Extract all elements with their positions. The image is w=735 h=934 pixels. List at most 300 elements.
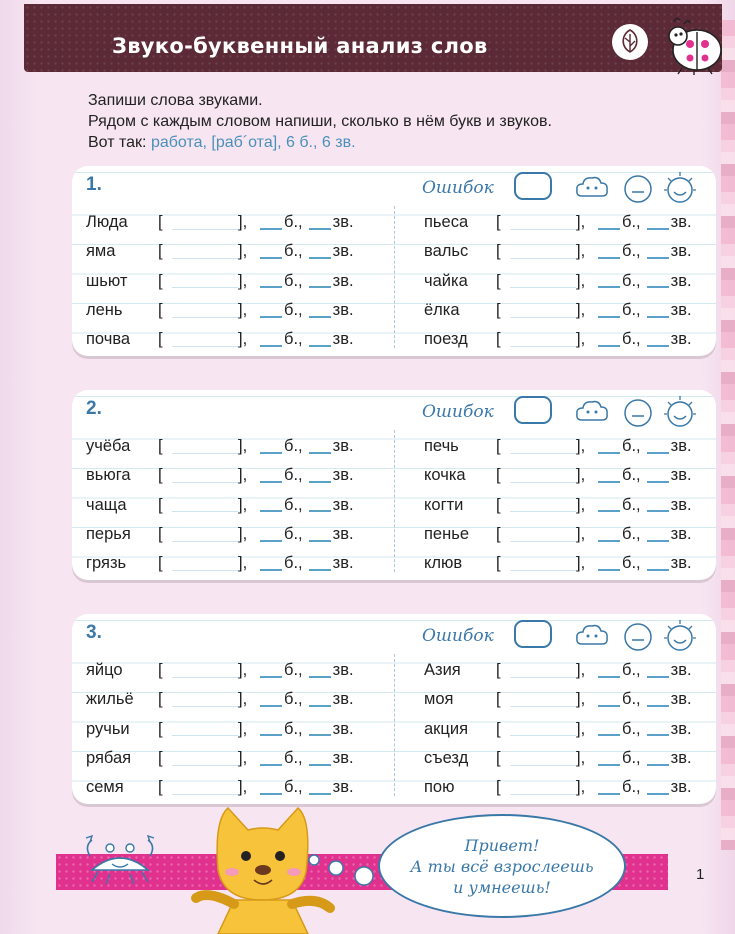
bracket-open: [ [496,778,501,797]
errors-label: Ошибок [422,626,494,646]
word: Азия [424,661,461,680]
transcription-field[interactable] [510,245,576,259]
bracket-close: ], [238,437,248,456]
letters-unit: б., [284,437,303,456]
letters-unit: б., [622,301,641,320]
bracket-open: [ [496,213,501,232]
letters-count-field[interactable] [260,664,282,678]
bracket-close: ], [576,495,586,514]
word-row [424,491,724,520]
bracket-close: ], [238,466,248,485]
word: почва [86,330,131,349]
word-row [424,267,724,296]
bracket-close: ], [576,242,586,261]
word: поезд [424,330,468,349]
word-column-right [424,656,724,802]
letters-count-field[interactable] [598,333,620,347]
word: Люда [86,213,128,232]
letters-unit: б., [284,749,303,768]
letters-count-field[interactable] [260,722,282,736]
letters-unit: б., [284,690,303,709]
sounds-count-field[interactable] [309,245,331,259]
word-row [86,325,386,354]
bracket-close: ], [576,301,586,320]
sounds-count-field[interactable] [309,557,331,571]
sounds-unit: зв. [670,525,692,544]
sounds-count-field[interactable] [647,528,669,542]
transcription-field[interactable] [172,781,238,795]
sounds-count-field[interactable] [309,304,331,318]
letters-count-field[interactable] [260,274,282,288]
transcription-field[interactable] [510,664,576,678]
word-row [86,549,386,578]
bracket-close: ], [238,690,248,709]
sounds-count-field[interactable] [647,781,669,795]
instruction-line-1: Запиши слова звуками. [88,92,263,109]
bracket-open: [ [158,661,163,680]
exercise-panel [72,390,716,580]
word: клюв [424,554,463,573]
sounds-unit: зв. [670,330,692,349]
transcription-field[interactable] [510,469,576,483]
bracket-close: ], [238,778,248,797]
transcription-field[interactable] [510,274,576,288]
sounds-count-field[interactable] [647,469,669,483]
sounds-count-field[interactable] [309,440,331,454]
word: семя [86,778,124,797]
transcription-field[interactable] [172,664,238,678]
letters-unit: б., [284,778,303,797]
errors-count-box[interactable] [514,396,552,424]
bubble-line-2: А ты всё взрослеешь [410,856,594,876]
word: лень [86,301,123,320]
ladybug-icon [664,14,726,76]
sounds-count-field[interactable] [309,498,331,512]
word-row [424,296,724,325]
letters-unit: б., [284,661,303,680]
column-divider [394,654,395,796]
bracket-close: ], [576,466,586,485]
cloud-mood-icon[interactable] [572,616,612,656]
sounds-count-field[interactable] [647,440,669,454]
bracket-open: [ [496,437,501,456]
neutral-face-icon[interactable] [618,392,658,432]
bracket-open: [ [496,661,501,680]
word: жильё [86,690,134,709]
letters-unit: б., [284,330,303,349]
sounds-unit: зв. [332,749,354,768]
word-row [424,461,724,490]
letters-count-field[interactable] [260,304,282,318]
sounds-count-field[interactable] [647,304,669,318]
letters-count-field[interactable] [598,440,620,454]
sounds-unit: зв. [332,271,354,290]
letters-count-field[interactable] [260,752,282,766]
transcription-field[interactable] [172,333,238,347]
sounds-count-field[interactable] [309,781,331,795]
letters-count-field[interactable] [260,528,282,542]
sounds-unit: зв. [332,690,354,709]
letters-count-field[interactable] [260,469,282,483]
transcription-field[interactable] [510,528,576,542]
sounds-unit: зв. [670,554,692,573]
cloud-mood-icon[interactable] [572,168,612,208]
bracket-close: ], [238,242,248,261]
cloud-mood-icon[interactable] [572,392,612,432]
sounds-count-field[interactable] [309,469,331,483]
errors-count-box[interactable] [514,620,552,648]
letters-unit: б., [622,719,641,738]
sounds-unit: зв. [332,301,354,320]
sounds-count-field[interactable] [647,274,669,288]
bracket-open: [ [496,301,501,320]
word-row [424,685,724,714]
word-row [424,744,724,773]
word: чайка [424,271,468,290]
transcription-field[interactable] [172,440,238,454]
letters-unit: б., [284,525,303,544]
errors-count-box[interactable] [514,172,552,200]
word: учёба [86,437,131,456]
sounds-unit: зв. [670,495,692,514]
letters-unit: б., [622,466,641,485]
transcription-field[interactable] [172,304,238,318]
transcription-field[interactable] [172,498,238,512]
letters-unit: б., [622,213,641,232]
transcription-field[interactable] [172,752,238,766]
word: пьеса [424,213,469,232]
sounds-count-field[interactable] [647,664,669,678]
word: когти [424,495,464,514]
bracket-open: [ [158,330,163,349]
word: съезд [424,749,469,768]
transcription-field[interactable] [172,216,238,230]
transcription-field[interactable] [510,722,576,736]
bracket-close: ], [576,525,586,544]
transcription-field[interactable] [510,440,576,454]
word: акция [424,719,468,738]
word: рябая [86,749,132,768]
bracket-open: [ [158,690,163,709]
letters-unit: б., [622,437,641,456]
sounds-unit: зв. [332,242,354,261]
sun-face-icon[interactable] [660,168,700,208]
letters-unit: б., [284,495,303,514]
sounds-unit: зв. [670,661,692,680]
bracket-open: [ [158,466,163,485]
word-row [86,520,386,549]
transcription-field[interactable] [510,781,576,795]
word: ручьи [86,719,130,738]
letters-count-field[interactable] [598,216,620,230]
instructions [88,90,552,153]
bracket-close: ], [576,213,586,232]
bracket-open: [ [496,749,501,768]
word-row [424,773,724,802]
word: печь [424,437,459,456]
letters-unit: б., [284,271,303,290]
sounds-unit: зв. [670,213,692,232]
transcription-field[interactable] [172,245,238,259]
sounds-count-field[interactable] [647,216,669,230]
letters-count-field[interactable] [598,304,620,318]
transcription-field[interactable] [510,333,576,347]
bracket-close: ], [238,749,248,768]
bracket-close: ], [238,554,248,573]
letters-count-field[interactable] [260,245,282,259]
bracket-open: [ [158,495,163,514]
sounds-count-field[interactable] [647,245,669,259]
word-row [424,208,724,237]
sounds-count-field[interactable] [309,216,331,230]
bracket-open: [ [158,242,163,261]
letters-count-field[interactable] [260,440,282,454]
letters-unit: б., [622,661,641,680]
word-row [424,520,724,549]
letters-count-field[interactable] [598,722,620,736]
sounds-unit: зв. [332,213,354,232]
letters-count-field[interactable] [260,333,282,347]
errors-label: Ошибок [422,178,494,198]
letters-unit: б., [622,330,641,349]
word-row [86,267,386,296]
letters-count-field[interactable] [598,664,620,678]
bracket-open: [ [158,525,163,544]
transcription-field[interactable] [172,274,238,288]
bracket-open: [ [496,525,501,544]
transcription-field[interactable] [172,693,238,707]
bracket-open: [ [158,554,163,573]
word: моя [424,690,454,709]
sounds-unit: зв. [332,330,354,349]
transcription-field[interactable] [172,557,238,571]
crab-icon [80,826,160,886]
instruction-line-2: Рядом с каждым словом напиши, сколько в нём букв и звуков. [88,113,552,130]
bracket-close: ], [238,271,248,290]
letters-count-field[interactable] [598,528,620,542]
sounds-count-field[interactable] [309,693,331,707]
bracket-open: [ [496,242,501,261]
word: шьют [86,271,128,290]
transcription-field[interactable] [172,528,238,542]
sounds-unit: зв. [332,778,354,797]
word-row [86,296,386,325]
word: кочка [424,466,466,485]
letters-unit: б., [622,495,641,514]
sounds-count-field[interactable] [309,722,331,736]
letters-count-field[interactable] [598,693,620,707]
letters-count-field[interactable] [260,498,282,512]
word-row [86,656,386,685]
sounds-unit: зв. [670,690,692,709]
word-row [86,773,386,802]
exercise-number: 1. [86,174,102,195]
word-row [86,715,386,744]
transcription-field[interactable] [510,557,576,571]
word-row [86,208,386,237]
letters-count-field[interactable] [260,781,282,795]
transcription-field[interactable] [172,722,238,736]
sounds-unit: зв. [670,301,692,320]
sounds-count-field[interactable] [309,528,331,542]
sounds-unit: зв. [670,719,692,738]
word: ёлка [424,301,460,320]
bracket-open: [ [158,213,163,232]
word: пою [424,778,455,797]
letters-unit: б., [622,242,641,261]
letters-unit: б., [622,778,641,797]
sounds-count-field[interactable] [309,333,331,347]
word-row [424,325,724,354]
word-column-right [424,208,724,354]
letters-unit: б., [622,554,641,573]
speech-bubble [378,814,626,918]
sounds-unit: зв. [332,437,354,456]
exercise-number: 2. [86,398,102,419]
sun-face-icon[interactable] [660,392,700,432]
sounds-unit: зв. [670,437,692,456]
word: вальс [424,242,469,261]
sounds-count-field[interactable] [647,722,669,736]
bracket-open: [ [496,330,501,349]
instruction-example [88,132,552,153]
bracket-open: [ [496,554,501,573]
bracket-open: [ [158,719,163,738]
bracket-open: [ [496,271,501,290]
bracket-open: [ [496,466,501,485]
exercise-panel [72,614,716,804]
bracket-open: [ [158,301,163,320]
bracket-close: ], [576,271,586,290]
word: пенье [424,525,469,544]
column-divider [394,206,395,348]
word-row [86,685,386,714]
sounds-unit: зв. [670,749,692,768]
sounds-count-field[interactable] [647,752,669,766]
sun-face-icon[interactable] [660,616,700,656]
word-row [424,237,724,266]
sounds-unit: зв. [670,778,692,797]
bracket-close: ], [238,495,248,514]
letters-count-field[interactable] [260,693,282,707]
transcription-field[interactable] [172,469,238,483]
page-title: Звуко-буквенный анализ слов [112,34,488,58]
word-row [86,491,386,520]
letters-unit: б., [622,749,641,768]
page-number: 1 [696,866,705,883]
letters-count-field[interactable] [598,781,620,795]
letters-count-field[interactable] [598,469,620,483]
transcription-field[interactable] [510,304,576,318]
word: грязь [86,554,127,573]
bracket-close: ], [576,690,586,709]
bracket-close: ], [576,437,586,456]
letters-unit: б., [284,242,303,261]
letters-unit: б., [284,554,303,573]
sounds-count-field[interactable] [309,752,331,766]
column-divider [394,430,395,572]
example-prefix: Вот так: [88,134,147,151]
letters-unit: б., [622,271,641,290]
word-column-left [86,208,386,354]
word-column-right [424,432,724,578]
letters-unit: б., [622,690,641,709]
letters-count-field[interactable] [598,498,620,512]
bracket-close: ], [576,749,586,768]
bracket-close: ], [238,301,248,320]
letters-count-field[interactable] [598,274,620,288]
sounds-count-field[interactable] [647,498,669,512]
exercise-panel [72,166,716,356]
letters-unit: б., [284,719,303,738]
word: чаща [86,495,127,514]
bracket-close: ], [576,778,586,797]
bracket-close: ], [238,719,248,738]
word-row [424,549,724,578]
sounds-unit: зв. [670,271,692,290]
sounds-count-field[interactable] [309,274,331,288]
word-row [86,432,386,461]
word-column-left [86,432,386,578]
sounds-count-field[interactable] [309,664,331,678]
transcription-field[interactable] [510,752,576,766]
bracket-close: ], [576,554,586,573]
sounds-unit: зв. [332,719,354,738]
word-row [86,744,386,773]
bracket-open: [ [496,719,501,738]
transcription-field[interactable] [510,216,576,230]
bracket-close: ], [576,330,586,349]
letters-count-field[interactable] [260,216,282,230]
word-column-left [86,656,386,802]
sounds-unit: зв. [332,661,354,680]
sounds-count-field[interactable] [647,333,669,347]
bracket-close: ], [238,525,248,544]
transcription-field[interactable] [510,498,576,512]
word-row [86,237,386,266]
bubble-line-3: и умнеешь! [453,877,551,897]
bracket-close: ], [576,719,586,738]
transcription-field[interactable] [510,693,576,707]
sounds-unit: зв. [332,525,354,544]
sounds-unit: зв. [332,466,354,485]
word-row [424,715,724,744]
letters-count-field[interactable] [598,752,620,766]
bracket-open: [ [158,778,163,797]
bracket-open: [ [158,271,163,290]
errors-label: Ошибок [422,402,494,422]
letters-unit: б., [284,466,303,485]
bracket-close: ], [238,213,248,232]
sounds-count-field[interactable] [647,557,669,571]
word-row [424,432,724,461]
bracket-open: [ [496,495,501,514]
bracket-open: [ [158,437,163,456]
sounds-unit: зв. [670,466,692,485]
sounds-count-field[interactable] [647,693,669,707]
letters-unit: б., [622,525,641,544]
sounds-unit: зв. [332,554,354,573]
bracket-close: ], [238,661,248,680]
bracket-close: ], [238,330,248,349]
neutral-face-icon[interactable] [618,168,658,208]
letters-count-field[interactable] [598,557,620,571]
letters-count-field[interactable] [598,245,620,259]
bubble-line-1: Привет! [464,835,540,855]
word-row [424,656,724,685]
neutral-face-icon[interactable] [618,616,658,656]
letters-count-field[interactable] [260,557,282,571]
